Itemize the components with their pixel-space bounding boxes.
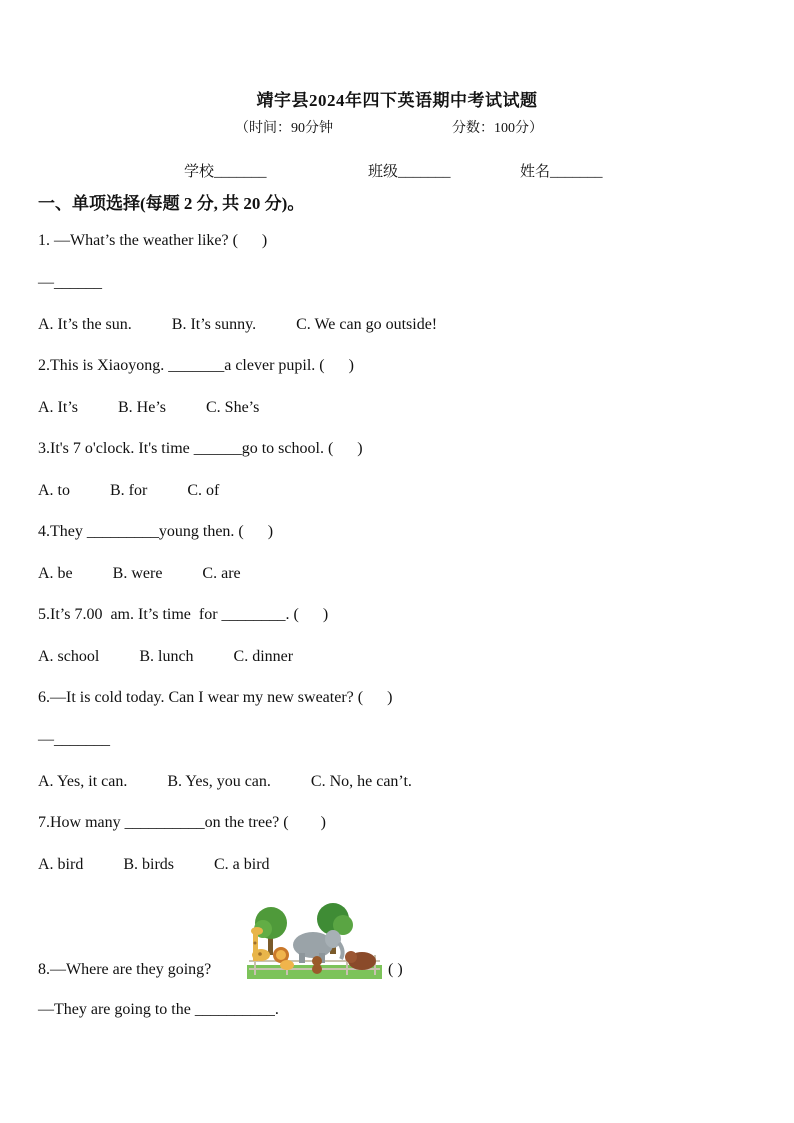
options-7: A. bird B. birds C. a bird — [38, 856, 270, 873]
answer-line-8: —They are going to the __________. — [38, 1001, 279, 1018]
options-4: A. be B. were C. are — [38, 565, 241, 582]
options-5: A. school B. lunch C. dinner — [38, 648, 294, 665]
question-2: 2.This is Xiaoyong. _______a clever pupil. ( ) — [38, 357, 354, 374]
question-4: 4.They _________young then. ( ) — [38, 523, 274, 540]
page-title: 靖宇县2024年四下英语期中考试试题 — [256, 91, 538, 110]
question-6: 6.—It is cold today. Can I wear my new sweater? ( ) — [38, 689, 393, 706]
class-field: 班级_______ — [368, 164, 451, 180]
answer-line-1: —______ — [38, 274, 102, 291]
section-heading: 一、单项选择(每题 2 分, 共 20 分)。 — [38, 194, 305, 213]
question-5: 5.It’s 7.00 am. It’s time for ________. ( ) — [38, 606, 329, 623]
answer-line-6: —_______ — [38, 731, 110, 748]
options-1: A. It’s the sun. B. It’s sunny. C. We can go outside! — [38, 316, 438, 333]
question-3: 3.It's 7 o'clock. It's time ______go to school. ( ) — [38, 440, 363, 457]
options-3: A. to B. for C. of — [38, 482, 220, 499]
question-1: 1. —What’s the weather like? ( ) — [38, 232, 268, 249]
name-field: 姓名_______ — [520, 164, 603, 180]
question-8: 8.—Where are they going? — [38, 961, 212, 978]
exam-time: （时间：90分钟 — [235, 121, 333, 136]
question-8-paren: ( ) — [388, 961, 403, 978]
zoo-animals-picture — [247, 903, 382, 979]
options-6: A. Yes, it can. B. Yes, you can. C. No, he can’t. — [38, 773, 412, 790]
options-2: A. It’s B. He’s C. She’s — [38, 399, 260, 416]
school-field: 学校_______ — [184, 164, 267, 180]
question-7: 7.How many __________on the tree? ( ) — [38, 814, 326, 831]
exam-score: 分数：100分） — [452, 121, 543, 136]
